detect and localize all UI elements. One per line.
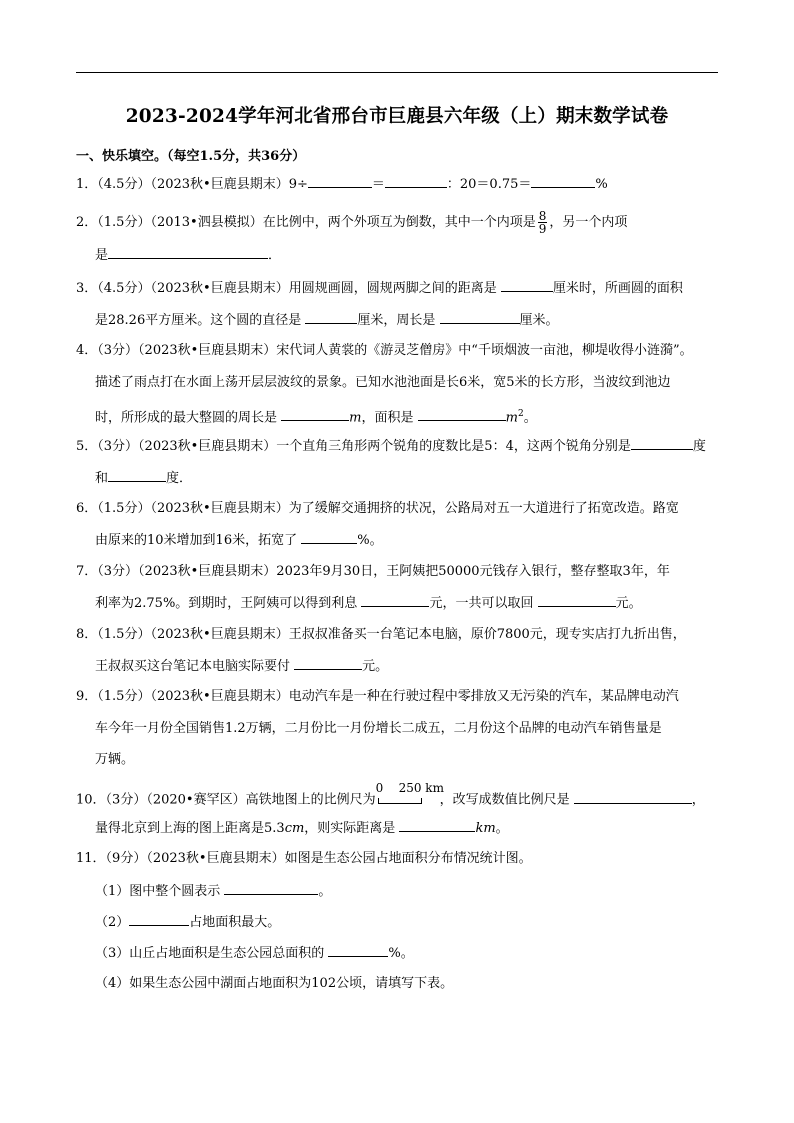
question-9: 9．（1.5分）（2023秋•巨鹿县期末）电动汽车是一种在行驶过程中零排放又无污染的汽车，某品牌电动汽 (76, 689, 679, 704)
question-9-cont2: 万辆。 (95, 752, 135, 767)
answer-blank[interactable] (301, 530, 357, 544)
answer-blank[interactable] (328, 943, 388, 957)
question-6: 6．（1.5分）（2023秋•巨鹿县期末）为了缓解交通拥挤的状况，公路局对五一大道进行了拓宽改造。路宽 (76, 501, 679, 516)
page-title: 2023-2024学年河北省邢台市巨鹿县六年级（上）期末数学试卷 (125, 106, 669, 127)
answer-blank[interactable] (385, 174, 447, 188)
scale-bar: 0 250 km (378, 788, 438, 812)
fraction: $\frac{8}{9}$ (538, 209, 547, 236)
question-2-cont: 是 ． (95, 245, 281, 266)
answer-blank[interactable] (294, 656, 362, 670)
answer-blank[interactable] (574, 790, 692, 804)
question-4-cont2: 时，所形成的最大整圆的周长是 m，面积是 $m^2$。 (95, 409, 537, 426)
answer-blank[interactable] (305, 310, 357, 324)
answer-blank[interactable] (108, 468, 166, 482)
question-11: 11．（9分）（2023秋•巨鹿县期末）如图是生态公园占地面积分布情况统计图。 (76, 851, 532, 866)
question-4: 4．（3分）（2023秋•巨鹿县期末）宋代词人黄裳的《游灵芝僧房》中“千顷烟波一亩池，柳堤收得小涟漪”。 (76, 343, 693, 358)
question-10: 10．（3分）（2020•赛罕区）高铁地图上的比例尺为 0 250 km ，改写成数值比例尺是 ， (76, 788, 705, 812)
answer-blank[interactable] (538, 593, 616, 607)
question-3: 3．（4.5分）（2023秋•巨鹿县期末）用圆规画圆，圆规两脚之间的距离是 厘米时，所画圆的面积 (76, 278, 683, 299)
question-8-cont: 王叔叔买这台笔记本电脑实际要付 元。 (95, 656, 388, 677)
answer-blank[interactable] (418, 407, 506, 421)
question-3-cont: 是28.26平方厘米。这个圆的直径是 厘米，周长是 厘米。 (95, 310, 559, 331)
answer-blank[interactable] (399, 818, 475, 832)
question-7-cont: 利率为2.75%。到期时，王阿姨可以得到利息 元，一共可以取回 元。 (95, 593, 642, 614)
answer-blank[interactable] (631, 436, 693, 450)
section-heading: 一、快乐填空。（每空1.5分，共36分） (76, 149, 306, 164)
answer-blank[interactable] (308, 174, 372, 188)
answer-blank[interactable] (361, 593, 429, 607)
question-10-cont: 量得北京到上海的图上距离是5.3cm，则实际距离是 km。 (95, 818, 509, 839)
question-11-part3: （3）山丘占地面积是生态公园总面积的 %。 (95, 943, 414, 964)
header-rule (76, 72, 718, 73)
question-4-cont: 描述了雨点打在水面上荡开层层波纹的景象。已知水池池面是长6米，宽5米的长方形，当波纹到池边 (95, 375, 671, 390)
question-11-part1: （1）图中整个圆表示 。 (95, 881, 331, 902)
question-7: 7．（3分）（2023秋•巨鹿县期末）2023年9月30日，王阿姨把50000元钱存入银行，整存整取3年，年 (76, 564, 670, 579)
question-5-cont: 和 度． (95, 468, 192, 489)
answer-blank[interactable] (281, 407, 349, 421)
question-9-cont: 车今年一月份全国销售1.2万辆，二月份比一月份增长二成五，二月份这个品牌的电动汽车销售量是 (95, 721, 662, 736)
scale-bar-line (378, 798, 422, 804)
answer-blank[interactable] (440, 310, 520, 324)
question-11-part2: （2） 占地面积最大。 (95, 912, 280, 933)
question-6-cont: 由原来的10米增加到16米，拓宽了 %。 (95, 530, 383, 551)
answer-blank[interactable] (224, 881, 318, 895)
answer-blank[interactable] (531, 174, 595, 188)
question-5: 5．（3分）（2023秋•巨鹿县期末）一个直角三角形两个锐角的度数比是5：4，这两个锐角分别是 度 (76, 436, 706, 457)
question-8: 8．（1.5分）（2023秋•巨鹿县期末）王叔叔准备买一台笔记本电脑，原价7800元，现专实店打九折出售， (76, 627, 686, 642)
answer-blank[interactable] (108, 245, 268, 259)
answer-blank[interactable] (501, 278, 553, 292)
question-2: 2．（1.5分）（2013•泗县模拟）在比例中，两个外项互为倒数，其中一个内项是 $\frac{8}{9}$ ，另一个内项 (76, 209, 628, 236)
question-11-part4: （4）如果生态公园中湖面占地面积为102公顷，请填写下表。 (95, 976, 454, 991)
answer-blank[interactable] (129, 912, 189, 926)
question-1: 1．（4.5分）（2023秋•巨鹿县期末）9÷ ＝ ：20＝0.75＝ % (76, 174, 608, 195)
